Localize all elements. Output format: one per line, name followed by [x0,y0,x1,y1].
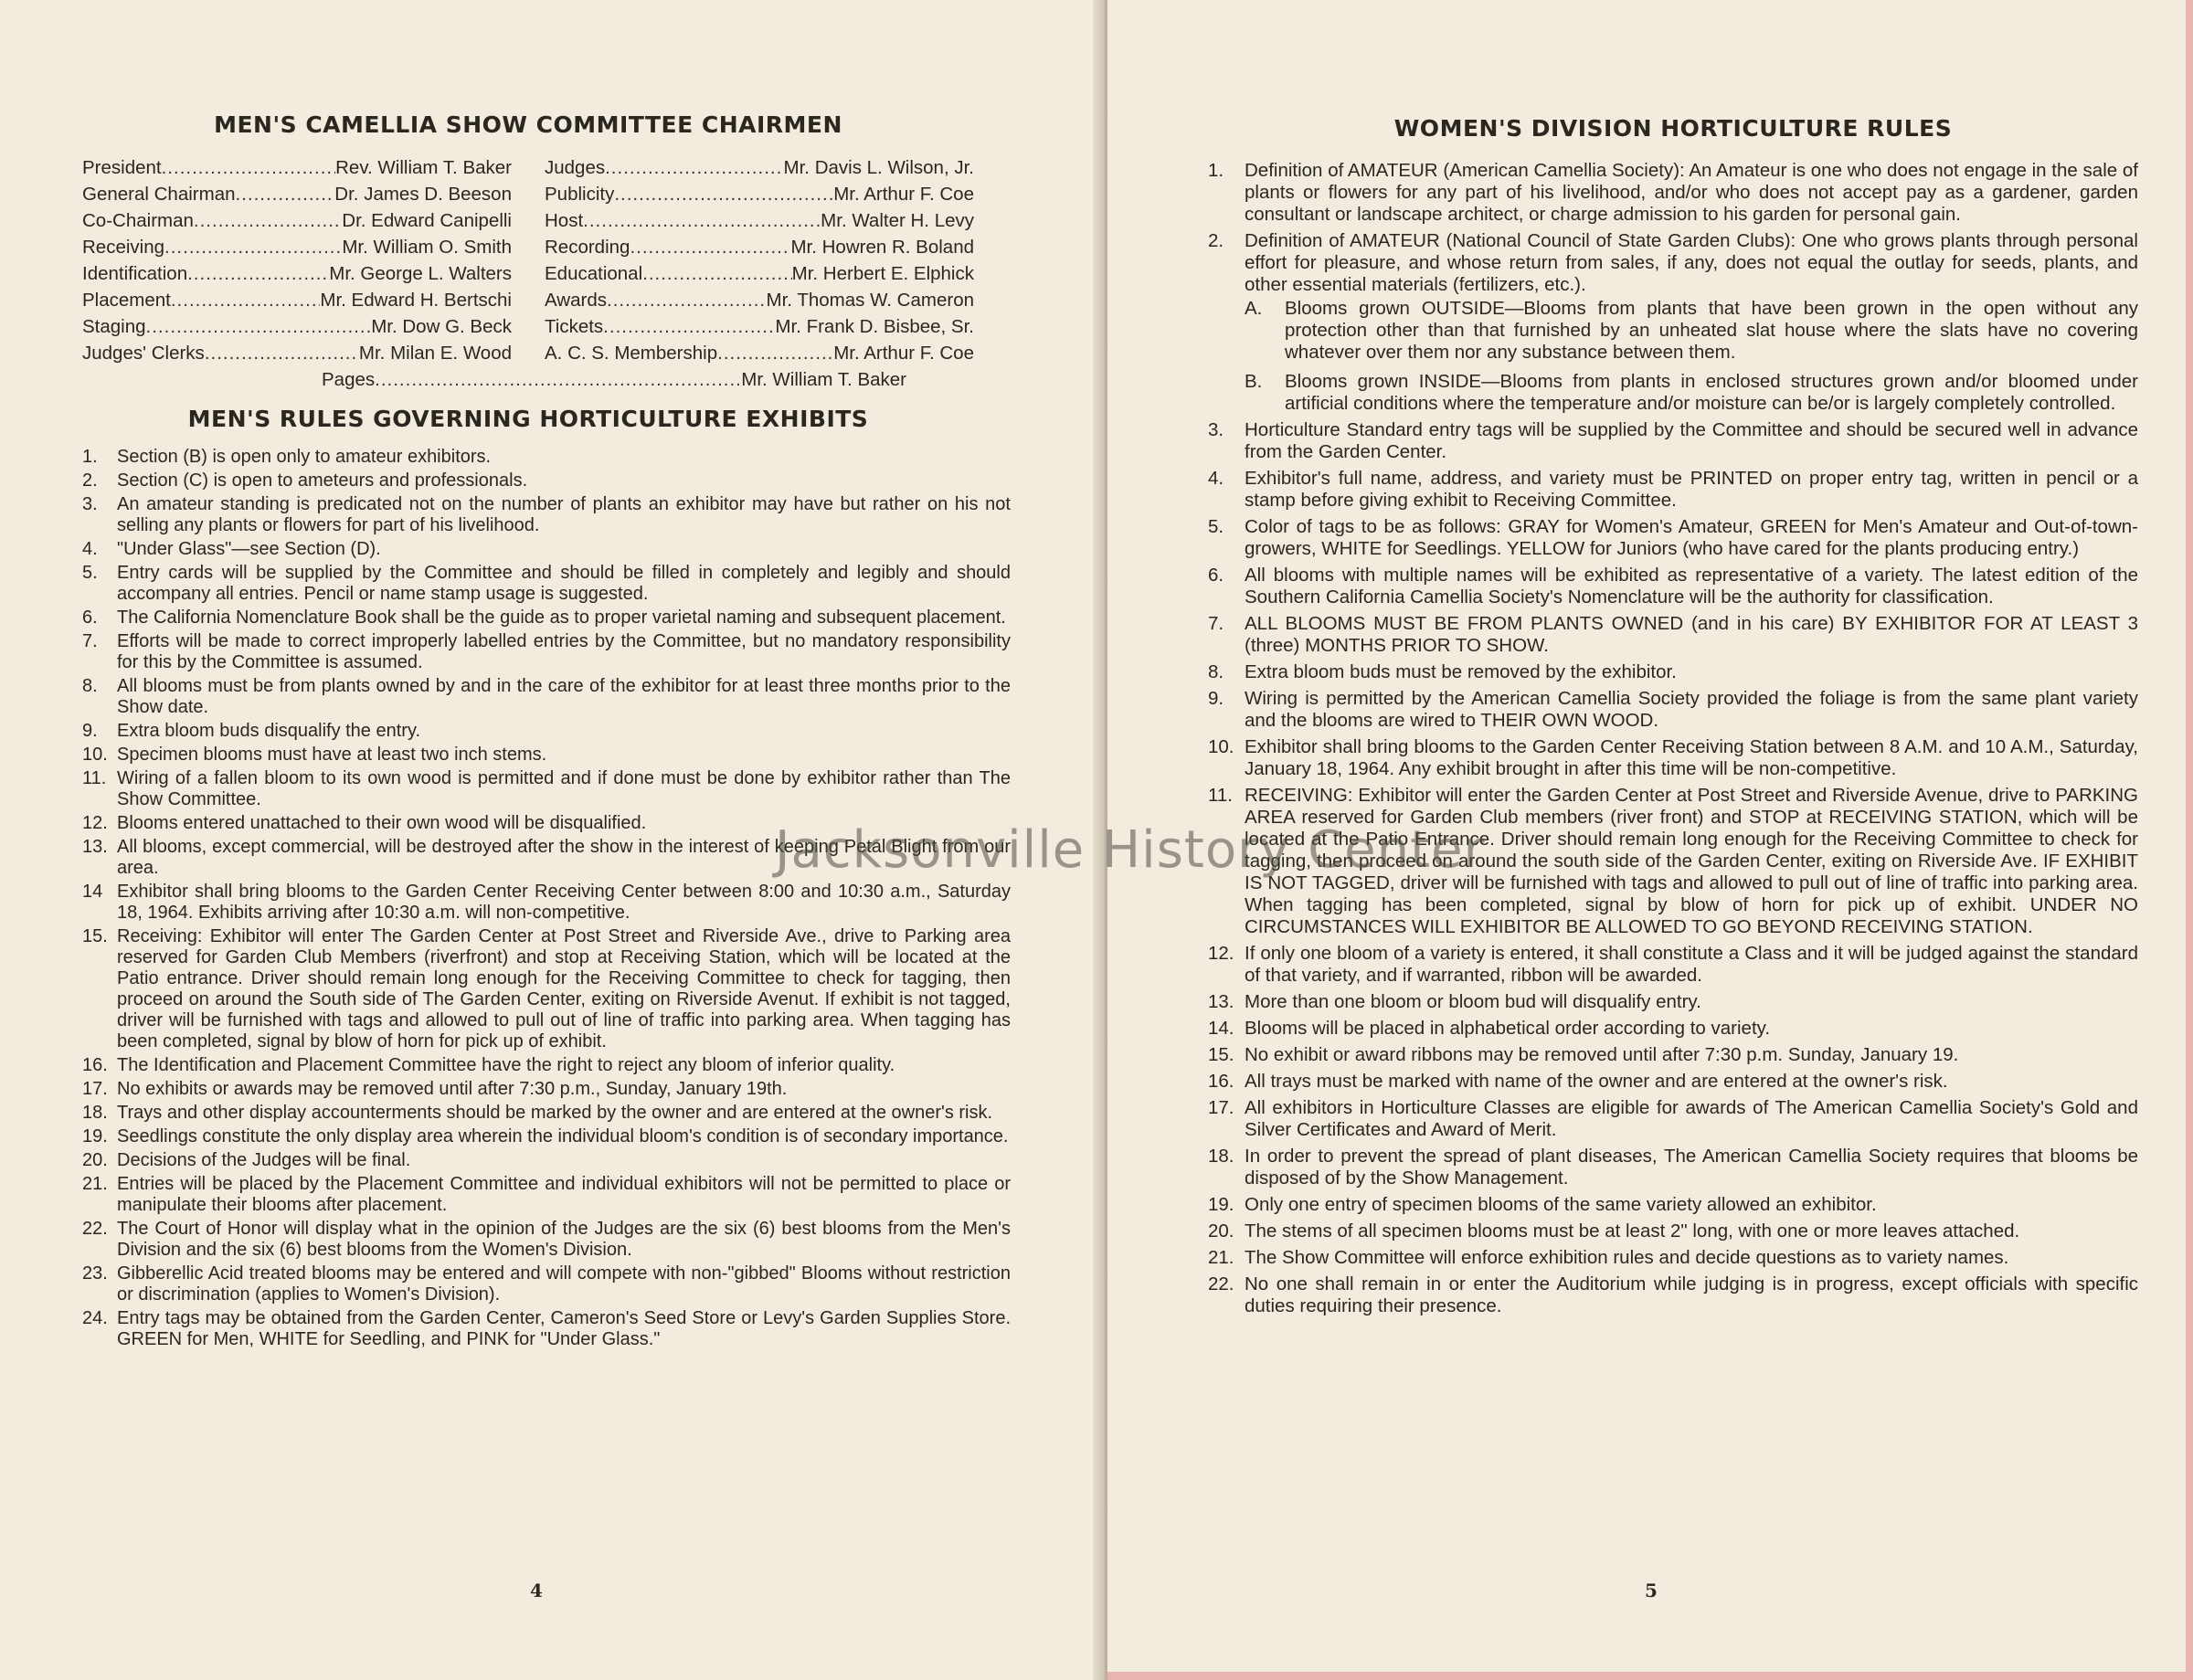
list-item: 16. The Identification and Placement Committee have the right to reject any bloom of inferior quality. [82,1055,895,1075]
sub-item: B. Blooms grown INSIDE—Blooms from plants in enclosed structures grown and/or bloomed under artificial conditions where the temperature and/or moisture can be/or is largely completely controlled. [1245,371,2138,414]
committee-row: General Chairman ..... Dr. James D. Beeson [82,181,512,207]
committee-row: Host ..... Mr. Walter H. Levy [545,207,974,234]
list-item: 11. Wiring of a fallen bloom to its own wood is permitted and if done must be done by exhibitor rather than The Show Committee. [82,768,1011,809]
list-item: 13. All blooms, except commercial, will be destroyed after the show in the interest of keeping Petal Blight from our area. [82,837,1011,878]
list-item: 9. Extra bloom buds disqualify the entry. [82,721,421,741]
list-item: 7. Efforts will be made to correct improperly labelled entries by the Committee, but no mandatory responsibility for this by the Committee is assumed. [82,631,1011,672]
committee-row-pages: Pages ..... Mr. William T. Baker [322,366,906,393]
committee-row: Publicity ..... Mr. Arthur F. Coe [545,181,974,207]
committee-row: Judges ..... Mr. Davis L. Wilson, Jr. [545,154,974,181]
list-item: 15. Receiving: Exhibitor will enter The Garden Center at Post Street and Riverside Ave., drive to Parking area reserved for Garden Club Members (riverfront) and stop at Receiving Station, which will be located at the Patio entrance. Driver should remain long enough for the Receiving Committee to check for tagging, then proceed on around the South side of The Garden Center, exiting on Riverside Avenut. If exhibit is not tagged, driver will be furnished with tags and allowed to pull out of line of traffic into parking area. When tagging has been completed, signal by blow of horn for pick up of exhibit. [82,926,1011,1051]
list-item: 5. Entry cards will be supplied by the Committee and should be filled in completely and legibly and should accompany all entries. Pencil or name stamp usage is suggested. [82,563,1011,604]
list-item: 21. Entries will be placed by the Placement Committee and individual exhibitors will not be permitted to place or manipulate their blooms after placement. [82,1174,1011,1215]
list-item: 23. Gibberellic Acid treated blooms may be entered and will compete with non-"gibbed" Blooms without restriction or discrimination (applies to Women's Division). [82,1263,1011,1305]
committee-row: Awards ..... Mr. Thomas W. Cameron [545,287,974,313]
list-item: 9. Wiring is permitted by the American Camellia Society provided the foliage is from the same plant variety and the blooms are wired to THEIR OWN WOOD. [1208,688,2138,731]
womens-rules-list [1208,160,2138,1317]
list-item: 12. Blooms entered unattached to their own wood will be disqualified. [82,813,647,833]
committee-row: Receiving ..... Mr. William O. Smith [82,234,512,260]
committee-heading: MEN'S CAMELLIA SHOW COMMITTEE CHAIRMEN [214,111,842,138]
list-item: 14 Exhibitor shall bring blooms to the Garden Center Receiving Center between 8:00 and 10:30 a.m., Saturday 18, 1964. Exhibits arriving after 10:30 a.m. will non-competitive. [82,882,1011,923]
list-item: 4. Exhibitor's full name, address, and variety must be PRINTED on proper entry tag, written in pencil or a stamp before giving exhibit to Receiving Committee. [1208,468,2138,511]
list-item: 22. No one shall remain in or enter the Auditorium while judging is in progress, except officials with specific duties requiring their presence. [1208,1273,2138,1316]
list-item: 22. The Court of Honor will display what in the opinion of the Judges are the six (6) best blooms from the Men's Division and the six (6) best blooms from the Women's Division. [82,1219,1011,1260]
list-item: 20. Decisions of the Judges will be final. [82,1150,411,1170]
list-item: 5. Color of tags to be as follows: GRAY for Women's Amateur, GREEN for Men's Amateur and Out-of-town-growers, WHITE for Seedlings. YELLOW for Juniors (who have cared for the plants producing entry.) [1208,516,2138,559]
list-item: 14. Blooms will be placed in alphabetical order according to variety. [1208,1018,1771,1039]
committee-row: Judges' Clerks ..... Mr. Milan E. Wood [82,340,512,366]
list-item: 2. Definition of AMATEUR (National Council of State Garden Clubs): One who grows plants through personal effort for pleasure, and whose return from sales, if any, does not equal the outlay for seeds, plants, and other essential materials (fertilizers, etc.). A. Blooms grown OUTSIDE—Blooms from plants that have been grown in the open without any protection other than that furnished by an unheated slat house where the slats have no covering whatever over them nor any substance between them. B. Blooms grown INSIDE—Blooms from plants in enclosed structures grown and/or bloomed under artificial conditions where the temperature and/or moisture can be/or is largely completely controlled. [1208,230,2138,414]
list-item: 17. No exhibits or awards may be removed until after 7:30 p.m., Sunday, January 19th. [82,1079,788,1099]
list-item: 18. In order to prevent the spread of plant diseases, The American Camellia Society requires that blooms be disposed of by the Show Management. [1208,1146,2138,1189]
list-item: 18. Trays and other display accounterments should be marked by the owner and are entered at the owner's risk. [82,1103,993,1123]
committee-row: Identification ..... Mr. George L. Walters [82,260,512,287]
list-item: 15. No exhibit or award ribbons may be removed until after 7:30 p.m. Sunday, January 19. [1208,1044,1959,1065]
list-item: 7. ALL BLOOMS MUST BE FROM PLANTS OWNED (and in his care) BY EXHIBITOR FOR AT LEAST 3 (three) MONTHS PRIOR TO SHOW. [1208,613,2138,656]
list-item: 6. All blooms with multiple names will be exhibited as representative of a variety. The latest edition of the Southern California Camellia Society's Nomenclature will be the authority for classification. [1208,565,2138,608]
mens-rules-heading: MEN'S RULES GOVERNING HORTICULTURE EXHIBITS [187,406,869,432]
page-number: 4 [530,1580,543,1601]
committee-row: Staging ..... Mr. Dow G. Beck [82,313,512,340]
list-item: 6. The California Nomenclature Book shall be the guide as to proper varietal naming and subsequent placement. [82,608,1006,628]
page-number: 5 [1645,1580,1658,1601]
list-item: 17. All exhibitors in Horticulture Classes are eligible for awards of The American Camellia Society's Gold and Silver Certificates and Award of Merit. [1208,1097,2138,1140]
list-item: 19. Only one entry of specimen blooms of the same variety allowed an exhibitor. [1208,1194,1877,1215]
list-item: 24. Entry tags may be obtained from the Garden Center, Cameron's Seed Store or Levy's Garden Supplies Store. GREEN for Men, WHITE for Seedling, and PINK for "Under Glass." [82,1308,1011,1349]
list-item: 11. RECEIVING: Exhibitor will enter the Garden Center at Post Street and Riverside Avenue, drive to PARKING AREA reserved for Garden Club members (river front) and STOP at RECEIVING STATION, which will be located at the Patio Entrance. Driver should remain long enough for the Receiving Committee to check for tagging, then proceed on around the south side of the Garden Center, exiting on Riverside Ave. IF EXHIBIT IS NOT TAGGED, driver will be furnished with tags and allowed to pull out of line of traffic into parking area. When tagging has been completed, signal by blow of horn for pick up of exhibit. UNDER NO CIRCUMSTANCES WILL EXHIBITOR BE ALLOWED TO GO BEYOND RECEIVING STATION. [1208,785,2138,937]
list-item: 8. Extra bloom buds must be removed by the exhibitor. [1208,661,1677,682]
list-item: 10. Exhibitor shall bring blooms to the Garden Center Receiving Station between 8 A.M. and 10 A.M., Saturday, January 18, 1964. Any exhibit brought in after this time will be non-competitive. [1208,736,2138,779]
page-edge [2186,0,2193,1680]
committee-row: A. C. S. Membership ..... Mr. Arthur F. Coe [545,340,974,366]
committee-row: Placement ..... Mr. Edward H. Bertschi [82,287,512,313]
list-item: 1. Definition of AMATEUR (American Camellia Society): An Amateur is one who does not engage in the sale of plants or flowers for any part of his livelihood, and/or who does not accept pay as a gardener, garden consultant or landscape architect, or charge admission to his garden for personal gain. [1208,160,2138,225]
list-item: 13. More than one bloom or bloom bud will disqualify entry. [1208,991,1701,1012]
page-edge [1107,1672,2193,1680]
committee-list [82,154,1011,366]
list-item: 3. Horticulture Standard entry tags will be supplied by the Committee and should be secured well in advance from the Garden Center. [1208,419,2138,462]
committee-row: Co-Chairman ..... Dr. Edward Canipelli [82,207,512,234]
list-item: 1. Section (B) is open only to amateur exhibitors. [82,447,492,467]
list-item: 19. Seedlings constitute the only display area wherein the individual bloom's condition is of secondary importance. [82,1126,1009,1146]
sub-item: A. Blooms grown OUTSIDE—Blooms from plants that have been grown in the open without any protection other than that furnished by an unheated slat house where the slats have no covering whatever over them nor any substance between them. [1245,298,2138,363]
list-item: 4. "Under Glass"—see Section (D). [82,539,381,559]
list-item: 12. If only one bloom of a variety is entered, it shall constitute a Class and it will be judged against the standard of that variety, and if warranted, ribbon will be awarded. [1208,943,2138,986]
list-item: 16. All trays must be marked with name of the owner and are entered at the owner's risk. [1208,1071,1948,1092]
womens-rules-heading: WOMEN'S DIVISION HORTICULTURE RULES [1393,115,1953,142]
committee-column-left [82,154,512,366]
list-item: 20. The stems of all specimen blooms must be at least 2" long, with one or more leaves attached. [1208,1220,2020,1242]
list-item: 10. Specimen blooms must have at least two inch stems. [82,745,547,765]
committee-row: Tickets ..... Mr. Frank D. Bisbee, Sr. [545,313,974,340]
committee-column-right [545,154,974,366]
list-item: 8. All blooms must be from plants owned by and in the care of the exhibitor for at least three months prior to the Show date. [82,676,1011,717]
list-item: 2. Section (C) is open to ameteurs and professionals. [82,470,528,491]
mens-rules-list [82,447,1011,1350]
committee-row: Recording ..... Mr. Howren R. Boland [545,234,974,260]
committee-row: President ..... Rev. William T. Baker [82,154,512,181]
committee-row: Educational ..... Mr. Herbert E. Elphick [545,260,974,287]
list-item: 3. An amateur standing is predicated not on the number of plants an exhibitor may have but rather on his not selling any plants or flowers for part of his livelihood. [82,494,1011,535]
list-item: 21. The Show Committee will enforce exhibition rules and decide questions as to variety names. [1208,1247,2009,1268]
watermark: Jacksonville History Center [775,820,1486,880]
